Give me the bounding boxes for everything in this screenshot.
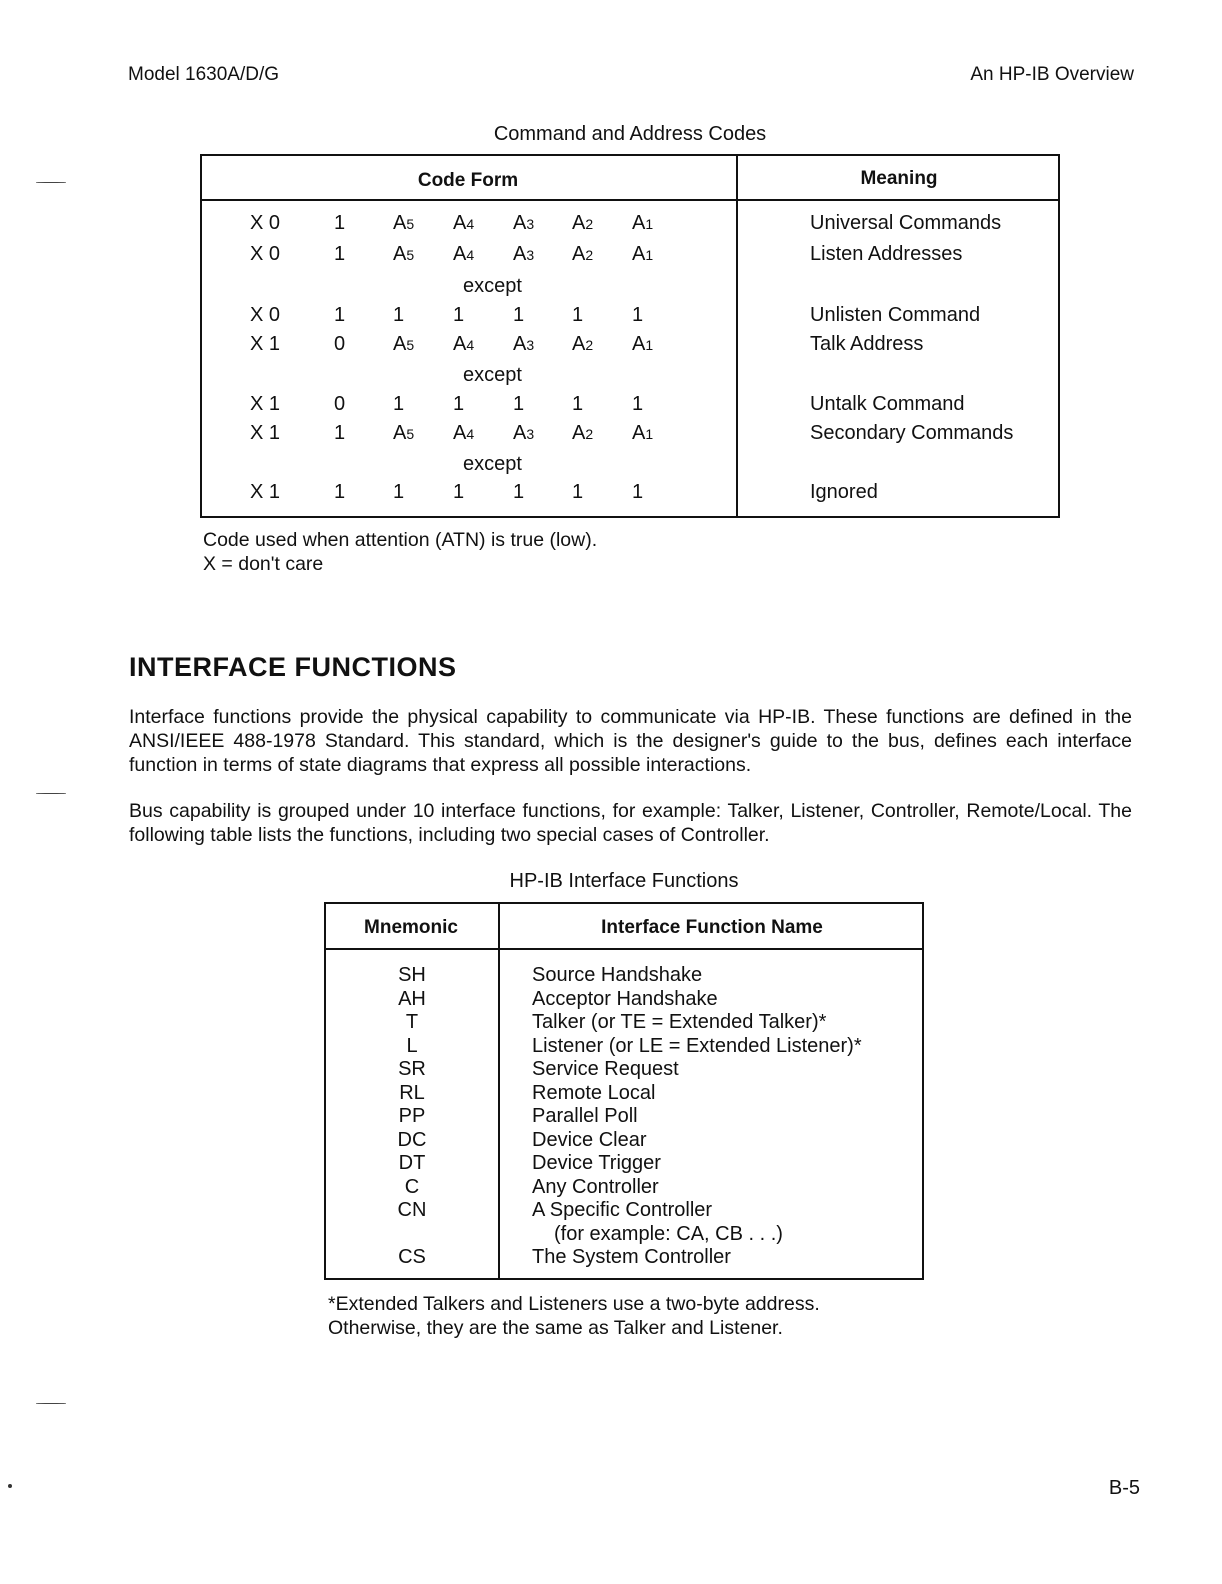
cmd-code-bit: 1 xyxy=(572,481,584,503)
cmd-code-bit: 1 xyxy=(334,422,346,444)
func-col-name: Interface Function Name xyxy=(601,917,823,938)
func-name: Device Trigger xyxy=(532,1152,661,1174)
section-heading: INTERFACE FUNCTIONS xyxy=(129,652,457,682)
cmd-meaning: Universal Commands xyxy=(810,212,1002,234)
cmd-code-bit: A1 xyxy=(632,422,654,444)
func-name: Source Handshake xyxy=(532,964,703,986)
func-name: (for example: CA, CB . . .) xyxy=(554,1222,783,1245)
func-name: A Specific Controller xyxy=(532,1199,713,1221)
func-mnemonic: PP xyxy=(398,1105,426,1127)
func-mnemonic: CN xyxy=(397,1199,427,1221)
cmd-code-bit: A2 xyxy=(572,212,594,234)
cmd-code-bit: X 0 xyxy=(250,304,281,326)
func-table-note-2: Otherwise, they are the same as Talker and Listener. xyxy=(328,1317,783,1339)
cmd-code-bit: A4 xyxy=(453,243,475,265)
cmd-meaning: Unlisten Command xyxy=(810,304,981,326)
cmd-row-except: except xyxy=(463,275,522,297)
cmd-code-bit: 1 xyxy=(393,481,405,503)
cmd-col-code-form: Code Form xyxy=(417,170,519,191)
func-mnemonic: L xyxy=(406,1034,418,1057)
func-name: Talker (or TE = Extended Talker)* xyxy=(532,1011,827,1033)
cmd-table-divider xyxy=(736,154,738,518)
cmd-code-bit: X 0 xyxy=(250,243,281,265)
cmd-table-note-atn: Code used when attention (ATN) is true (low). xyxy=(203,529,598,551)
margin-mark xyxy=(36,1403,66,1404)
func-mnemonic: C xyxy=(404,1175,420,1198)
section-paragraph-2: Bus capability is grouped under 10 interface functions, for example: Talker, Listener, Controller, Remote/Local. The following table lists the functions, including two special cases of Controller. xyxy=(129,800,1132,846)
cmd-col-meaning: Meaning xyxy=(860,168,938,189)
cmd-code-bit: 1 xyxy=(334,212,346,234)
margin-mark xyxy=(36,182,66,183)
func-col-mnemonic: Mnemonic xyxy=(364,917,458,938)
cmd-row-except: except xyxy=(463,364,522,386)
cmd-code-bit: X 1 xyxy=(250,333,281,355)
func-name: Listener (or LE = Extended Listener)* xyxy=(532,1034,862,1057)
func-name: Remote Local xyxy=(532,1081,656,1104)
func-mnemonic: RL xyxy=(399,1081,425,1104)
header-model: Model 1630A/D/G xyxy=(128,64,280,85)
cmd-code-bit: 1 xyxy=(513,481,525,503)
cmd-code-bit: X 1 xyxy=(250,481,281,503)
cmd-code-bit: A5 xyxy=(393,212,415,234)
func-name: Service Request xyxy=(532,1058,679,1080)
cmd-table-header-rule xyxy=(200,199,1060,201)
cmd-row-except: except xyxy=(463,453,522,475)
cmd-code-bit: 1 xyxy=(632,304,644,326)
cmd-code-bit: X 0 xyxy=(250,212,281,234)
cmd-table-caption: Command and Address Codes xyxy=(493,123,767,145)
section-paragraph-1: Interface functions provide the physical capability to communicate via HP-IB. These functions are defined in the ANSI/IEEE 488-1978 Standard. This standard, which is the designer's guide to the bus, defines each interface function in terms of state diagrams that express all possible interactions. xyxy=(129,706,1132,776)
func-mnemonic: SH xyxy=(398,964,426,986)
cmd-code-bit: 1 xyxy=(453,481,465,503)
func-table-caption: HP-IB Interface Functions xyxy=(509,870,739,892)
func-name: Parallel Poll xyxy=(532,1105,638,1127)
cmd-code-bit: X 1 xyxy=(250,422,281,444)
func-table-note-1: *Extended Talkers and Listeners use a two-byte address. xyxy=(328,1293,820,1315)
cmd-code-bit: A1 xyxy=(632,333,654,355)
cmd-code-bit: 1 xyxy=(632,481,644,503)
cmd-code-bit: A2 xyxy=(572,333,594,355)
cmd-code-bit: 1 xyxy=(513,393,525,415)
header-title: An HP-IB Overview xyxy=(970,64,1134,85)
cmd-table-border xyxy=(200,154,1060,518)
func-mnemonic: T xyxy=(405,1011,419,1033)
margin-mark xyxy=(36,793,66,794)
cmd-meaning: Talk Address xyxy=(810,333,924,355)
scan-speck xyxy=(8,1484,12,1488)
cmd-code-bit: A2 xyxy=(572,422,594,444)
cmd-code-bit: A5 xyxy=(393,422,415,444)
func-mnemonic: SR xyxy=(398,1058,426,1080)
func-name: Acceptor Handshake xyxy=(532,987,718,1010)
cmd-meaning: Untalk Command xyxy=(810,393,965,415)
cmd-code-bit: A4 xyxy=(453,333,475,355)
cmd-code-bit: A5 xyxy=(393,333,415,355)
cmd-code-bit: A4 xyxy=(453,422,475,444)
cmd-code-bit: A3 xyxy=(513,333,535,355)
cmd-code-bit: 1 xyxy=(513,304,525,326)
cmd-code-bit: 1 xyxy=(572,304,584,326)
cmd-code-bit: 1 xyxy=(572,393,584,415)
cmd-meaning: Secondary Commands xyxy=(810,422,1014,444)
cmd-code-bit: 1 xyxy=(334,481,346,503)
func-table-header-rule xyxy=(324,948,924,950)
cmd-code-bit: 1 xyxy=(334,304,346,326)
func-mnemonic: DT xyxy=(398,1152,426,1174)
func-mnemonic: AH xyxy=(398,987,426,1010)
cmd-code-bit: 1 xyxy=(393,304,405,326)
cmd-code-bit: A5 xyxy=(393,243,415,265)
cmd-code-bit: 0 xyxy=(334,333,346,355)
func-name: Any Controller xyxy=(532,1175,659,1198)
cmd-meaning: Ignored xyxy=(810,481,878,503)
cmd-code-bit: 1 xyxy=(393,393,405,415)
cmd-code-bit: A3 xyxy=(513,212,535,234)
cmd-code-bit: 1 xyxy=(453,393,465,415)
cmd-table-note-x: X = don't care xyxy=(203,553,324,575)
cmd-code-bit: A2 xyxy=(572,243,594,265)
cmd-code-bit: 1 xyxy=(453,304,465,326)
func-mnemonic: CS xyxy=(398,1246,426,1268)
cmd-code-bit: 1 xyxy=(334,243,346,265)
cmd-code-bit: 1 xyxy=(632,393,644,415)
cmd-code-bit: A1 xyxy=(632,243,654,265)
page-number: B-5 xyxy=(1108,1477,1140,1499)
cmd-code-bit: A3 xyxy=(513,422,535,444)
cmd-code-bit: A3 xyxy=(513,243,535,265)
func-table-divider xyxy=(498,902,500,1280)
cmd-meaning: Listen Addresses xyxy=(810,243,963,265)
func-name: Device Clear xyxy=(532,1128,647,1151)
cmd-code-bit: X 1 xyxy=(250,393,281,415)
cmd-code-bit: 0 xyxy=(334,393,346,415)
func-name: The System Controller xyxy=(532,1246,731,1268)
cmd-code-bit: A1 xyxy=(632,212,654,234)
cmd-code-bit: A4 xyxy=(453,212,475,234)
func-mnemonic: DC xyxy=(397,1128,427,1151)
